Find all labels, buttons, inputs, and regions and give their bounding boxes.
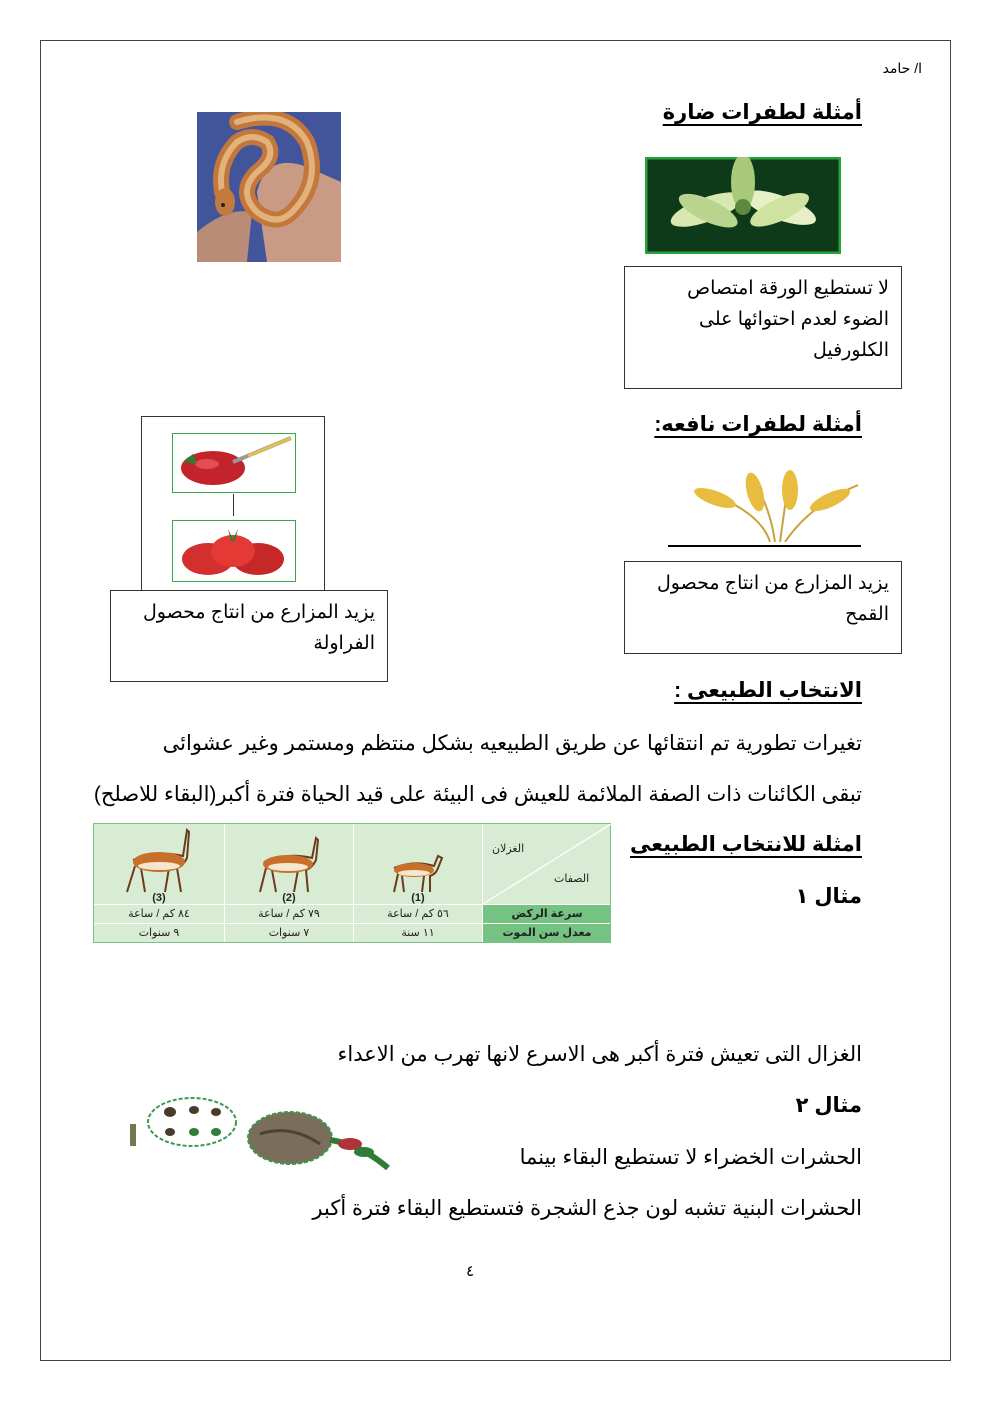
strawberry-injection-image (172, 433, 296, 493)
gazelle-col-1-label: (1) (411, 892, 425, 904)
strawberry-frame (141, 416, 325, 592)
speed-value-2: ٧٩ كم / ساعة (258, 908, 320, 920)
wheat-image (690, 470, 862, 542)
strawberry-bunch-image (172, 520, 296, 582)
speed-value-3: ٨٤ كم / ساعة (128, 908, 190, 920)
strawberry-arrow (233, 494, 234, 516)
variegated-leaf-image (645, 157, 841, 254)
example-2-line-1: الحشرات الخضراء لا تستطيع البقاء بينما (519, 1146, 862, 1169)
example-1-label: مثال ١ (795, 885, 862, 908)
wheat-box (624, 561, 902, 654)
gazelle-table (93, 823, 611, 943)
example-2-label: مثال ٢ (795, 1094, 862, 1117)
example-2-line-2: الحشرات البنية تشبه لون جذع الشجرة فتستطيع البقاء فترة أكبر (312, 1197, 862, 1220)
harmful-mutations-heading: أمثلة لطفرات ضارة (662, 101, 862, 124)
snake-image (197, 112, 341, 262)
row-death-age-label: معدل سن الموت (502, 927, 592, 939)
strawberry-box-line-1: يزيد المزارع من انتاج محصول (142, 602, 375, 623)
insects-tree-image (130, 1094, 390, 1170)
harmful-box-line-1: لا تستطيع الورقة امتصاص (687, 278, 889, 299)
page-number: ٤ (466, 1263, 475, 1280)
examples-heading: امثلة للانتخاب الطبيعى (630, 833, 862, 856)
gazelle-3-icon (119, 828, 199, 896)
gazelle-1-icon (384, 846, 448, 896)
natural-selection-survival: تبقى الكائنات ذات الصفة الملائمة للعيش فى البيئة على قيد الحياة فترة أكبر(البقاء للاصلح) (93, 783, 862, 806)
teacher-name: ا/ حامد (882, 60, 922, 76)
strawberry-box (110, 590, 388, 682)
wheat-box-line-1: يزيد المزارع من انتاج محصول (656, 573, 889, 594)
harmful-leaf-box (624, 266, 902, 389)
table-corner-diagonal (483, 824, 611, 904)
gazelle-col-2-label: (2) (282, 892, 296, 904)
natural-selection-heading: الانتخاب الطبيعى : (674, 679, 862, 702)
gazelle-col-3-label: (3) (152, 892, 166, 904)
table-corner-traits: الصفات (554, 873, 590, 885)
death-age-value-2: ٧ سنوات (268, 927, 310, 939)
strawberry-box-line-2: الفراولة (313, 633, 375, 654)
wheat-box-line-2: القمح (845, 604, 889, 625)
harmful-box-line-2: الضوء لعدم احتوائها على (699, 309, 889, 330)
natural-selection-definition: تغيرات تطورية تم انتقائها عن طريق الطبيعيه بشكل منتظم ومستمر وغير عشوائى (162, 732, 862, 755)
death-age-value-1: ١١ سنة (401, 927, 435, 939)
beneficial-mutations-heading: أمثلة لطفرات نافعه: (654, 413, 862, 436)
harmful-box-line-3: الكلورفيل (812, 340, 889, 361)
row-speed-label: سرعة الركض (511, 908, 583, 920)
table-corner-gazelles: الغزلان (492, 843, 525, 855)
wheat-divider (668, 545, 861, 547)
example-1-text: الغزال التى تعيش فترة أكبر هى الاسرع لانها تهرب من الاعداء (337, 1043, 862, 1066)
speed-value-1: ٥٦ كم / ساعة (387, 908, 449, 920)
death-age-value-3: ٩ سنوات (138, 927, 180, 939)
gazelle-2-icon (250, 834, 328, 896)
